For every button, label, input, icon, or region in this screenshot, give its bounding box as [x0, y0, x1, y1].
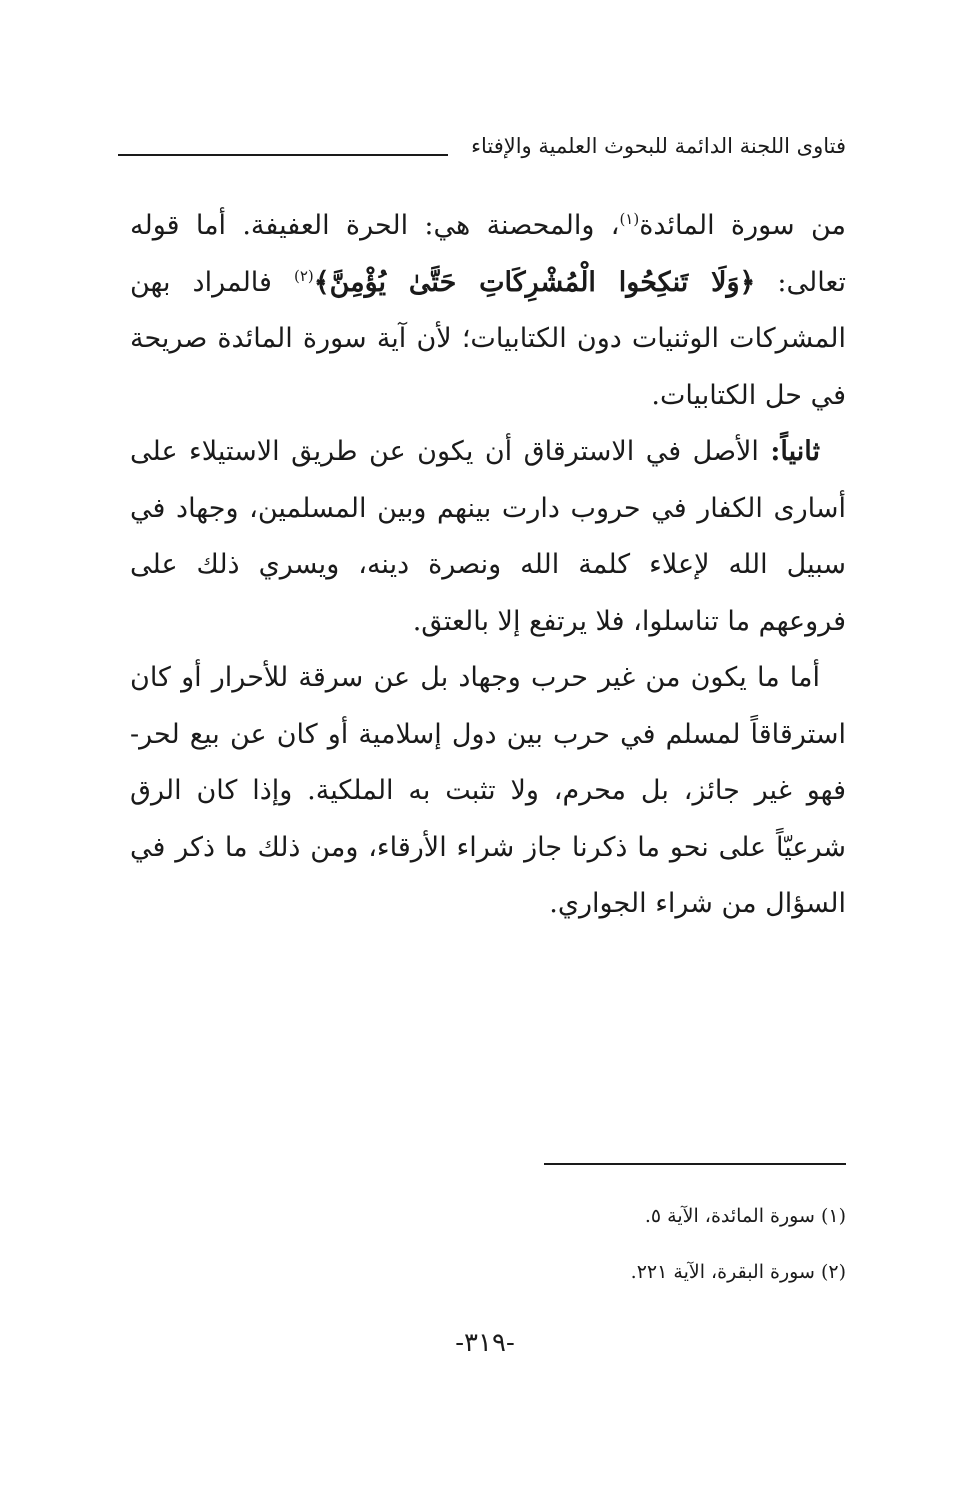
footnotes: [500, 1188, 846, 1300]
header-title: فتاوى اللجنة الدائمة للبحوث العلمية والإفتاء: [471, 134, 846, 158]
header-rule: [118, 154, 448, 156]
paragraph-2: [130, 424, 846, 650]
paragraph-3: [130, 650, 846, 933]
paragraph-3-text: أما ما يكون من غير حرب وجهاد بل عن سرقة للأحرار أو كان استرقاقاً لمسلم في حرب بين دول إسلامية أو كان عن بيع لحر- فهو غير جائز، بل محرم، ولا تثبت به الملكية. وإذا كان الرق شرعيّاً على نحو ما ذكرنا جاز شراء الأرقاء، ومن ذلك ما ذكر في السؤال من شراء الجواري.: [130, 662, 846, 919]
page-number: -٣١٩-: [455, 1328, 515, 1358]
footnote-ref-1[interactable]: (١): [619, 210, 640, 228]
main-text: [130, 198, 846, 933]
paragraph-2-lead: ثانياً:: [770, 436, 820, 467]
running-header: [118, 130, 846, 170]
paragraph-1-part1: من سورة المائدة: [639, 210, 846, 241]
paragraph-2-text: الأصل في الاسترقاق أن يكون عن طريق الاستيلاء على أسارى الكفار في حروب دارت بينهم وبين المسلمين، وجهاد في سبيل الله لإعلاء كلمة الله ونصرة دينه، ويسري ذلك على فروعهم ما تناسلوا، فلا يرتفع إلا بالعتق.: [130, 436, 846, 637]
footnote-separator: [544, 1163, 846, 1165]
footnote-1: (١) سورة المائدة، الآية ٥.: [644, 1205, 846, 1227]
footnote-ref-2[interactable]: (٢): [293, 266, 314, 285]
paragraph-1-part2: ، والمحصنة هي: الحرة العفيفة. أما قوله تعالى:: [130, 210, 846, 298]
footnote-2: (٢) سورة البقرة، الآية ٢٢١.: [630, 1261, 846, 1283]
paragraph-1: [130, 198, 846, 424]
paragraph-1-part3: فالمراد بهن المشركات الوثنيات دون الكتابيات؛ لأن آية سورة المائدة صريحة في حل الكتابيات.: [130, 266, 846, 411]
quran-verse: ﴿وَلَا تَنكِحُوا الْمُشْرِكَاتِ حَتَّىٰ يُؤْمِنَّ﴾: [313, 266, 756, 298]
